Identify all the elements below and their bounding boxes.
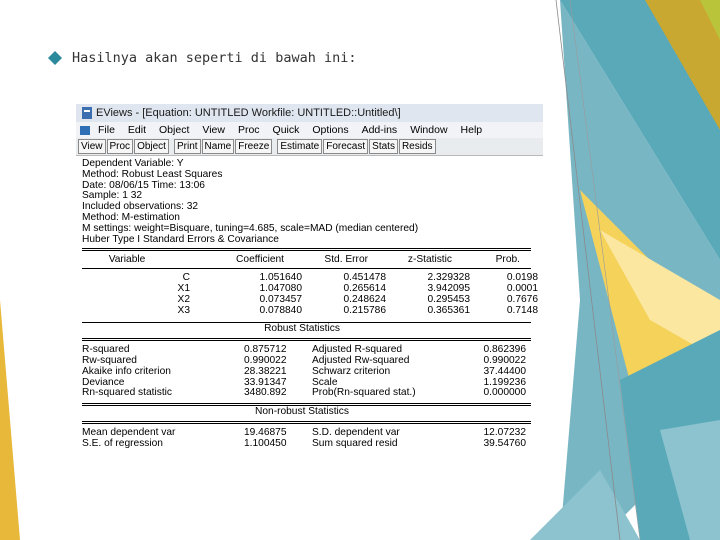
header-line: Dependent Variable: Y [82,158,184,169]
stat-value: 0.990022 [483,354,526,366]
divider [82,248,531,251]
stat-label: S.D. dependent var [312,426,400,438]
robust-statistics-title: Robust Statistics [264,323,340,335]
cell-variable: C [182,272,190,284]
cell-z-statistic: 0.295453 [427,293,470,305]
stat-value: 0.000000 [483,387,526,399]
menu-quick[interactable]: Quick [272,124,300,136]
header-line: Date: 08/06/15 Time: 13:06 [82,179,205,191]
cell-z-statistic: 3.942095 [427,282,470,294]
header-line: Sample: 1 32 [82,190,143,202]
cell-std-error: 0.215786 [343,304,386,316]
resids-button[interactable]: Resids [399,139,436,154]
menu-options[interactable]: Options [312,124,349,136]
cell-coefficient: 0.073457 [259,293,302,305]
stat-value: 3480.892 [244,387,287,399]
cell-variable: X2 [177,293,190,305]
cell-variable: X3 [177,304,190,316]
stat-label: Schwarz criterion [312,365,391,377]
stat-value: 19.46875 [244,426,287,438]
stat-value: 33.91347 [244,376,287,388]
stat-label: Akaike info criterion [82,365,171,377]
stat-value: 1.199236 [483,376,526,388]
stat-label: Mean dependent var [82,426,176,438]
cell-prob: 0.0001 [506,282,538,294]
stat-value: 0.875712 [244,344,287,356]
stat-label: Deviance [82,376,125,388]
cell-std-error: 0.451478 [343,272,386,284]
stat-row [82,439,543,450]
print-button[interactable]: Print [174,139,201,154]
cell-variable: X1 [177,282,190,294]
col-z-statistic: z-Statistic [407,254,452,266]
cell-std-error: 0.265614 [343,282,386,294]
output-header [82,159,543,245]
stat-label: S.E. of regression [82,437,163,449]
name-button[interactable]: Name [202,139,235,154]
col-prob: Prob. [495,254,520,266]
stat-label: R-squared [82,344,130,356]
coef-table-header [82,255,543,266]
menu-view[interactable]: View [202,124,225,136]
estimate-button[interactable]: Estimate [277,139,322,154]
stat-value: 39.54760 [483,437,526,449]
cell-prob: 0.7148 [506,304,538,316]
cell-prob: 0.7676 [506,293,538,305]
header-line: M settings: weight=Bisquare, tuning=4.685, scale=MAD (median centered) [82,222,419,234]
cell-prob: 0.0198 [506,272,538,284]
stat-label: Sum squared resid [312,437,398,449]
stat-label: Prob(Rn-squared stat.) [312,387,416,399]
object-button[interactable]: Object [134,139,169,154]
stat-label: Scale [312,376,338,388]
header-line: Included observations: 32 [82,201,199,213]
menu-proc[interactable]: Proc [237,124,260,136]
stat-value: 28.38221 [244,365,287,377]
window-titlebar [76,104,543,122]
menu-addins[interactable]: Add-ins [361,124,398,136]
view-button[interactable]: View [78,139,106,154]
header-line: Method: Robust Least Squares [82,168,223,180]
header-line: Huber Type I Standard Errors & Covariance [82,233,279,245]
menu-bar [76,122,543,138]
stat-label: Rn-squared statistic [82,387,173,399]
stat-value: 37.44400 [483,365,526,377]
freeze-button[interactable]: Freeze [235,139,272,154]
stat-value: 0.990022 [244,354,287,366]
forecast-button[interactable]: Forecast [323,139,368,154]
table-row [82,295,543,306]
nonrobust-statistics-title: Non-robust Statistics [255,406,349,418]
table-row [82,273,543,284]
left-gold-strip [0,300,20,540]
table-row [82,284,543,295]
stat-value: 12.07232 [483,426,526,438]
eviews-app-icon [82,107,92,119]
menu-object[interactable]: Object [159,124,190,136]
col-std-error: Std. Error [324,254,368,266]
menu-help[interactable]: Help [460,124,483,136]
cell-z-statistic: 0.365361 [427,304,470,316]
cell-coefficient: 1.051640 [259,272,302,284]
header-line: Method: M-estimation [82,211,180,223]
diamond-bullet-icon [48,51,62,65]
system-menu-icon[interactable] [80,126,90,135]
stat-label: Rw-squared [82,354,137,366]
cell-coefficient: 1.047080 [259,282,302,294]
eviews-window-screenshot [76,104,543,478]
menu-window[interactable]: Window [410,124,448,136]
menu-file[interactable]: File [98,124,115,136]
cell-z-statistic: 2.329328 [427,272,470,284]
col-coefficient: Coefficient [236,254,284,266]
cell-std-error: 0.248624 [343,293,386,305]
equation-toolbar [76,138,543,156]
col-variable: Variable [108,254,146,266]
bullet-text: Hasilnya akan seperti di bawah ini: [72,50,357,66]
window-title: EViews - [Equation: UNTITLED Workfile: UNTITLED::Untitled\] [96,107,401,119]
bullet-item [48,50,356,66]
stat-value: 1.100450 [244,437,287,449]
table-row [82,306,543,317]
proc-button[interactable]: Proc [107,139,134,154]
menu-edit[interactable]: Edit [127,124,147,136]
stat-row [82,367,543,378]
stat-row [82,388,543,399]
stats-button[interactable]: Stats [369,139,398,154]
stat-label: Adjusted Rw-squared [312,354,410,366]
estimation-output [76,156,543,450]
stat-label: Adjusted R-squared [312,344,403,356]
stat-value: 0.862396 [483,344,526,356]
cell-coefficient: 0.078840 [259,304,302,316]
